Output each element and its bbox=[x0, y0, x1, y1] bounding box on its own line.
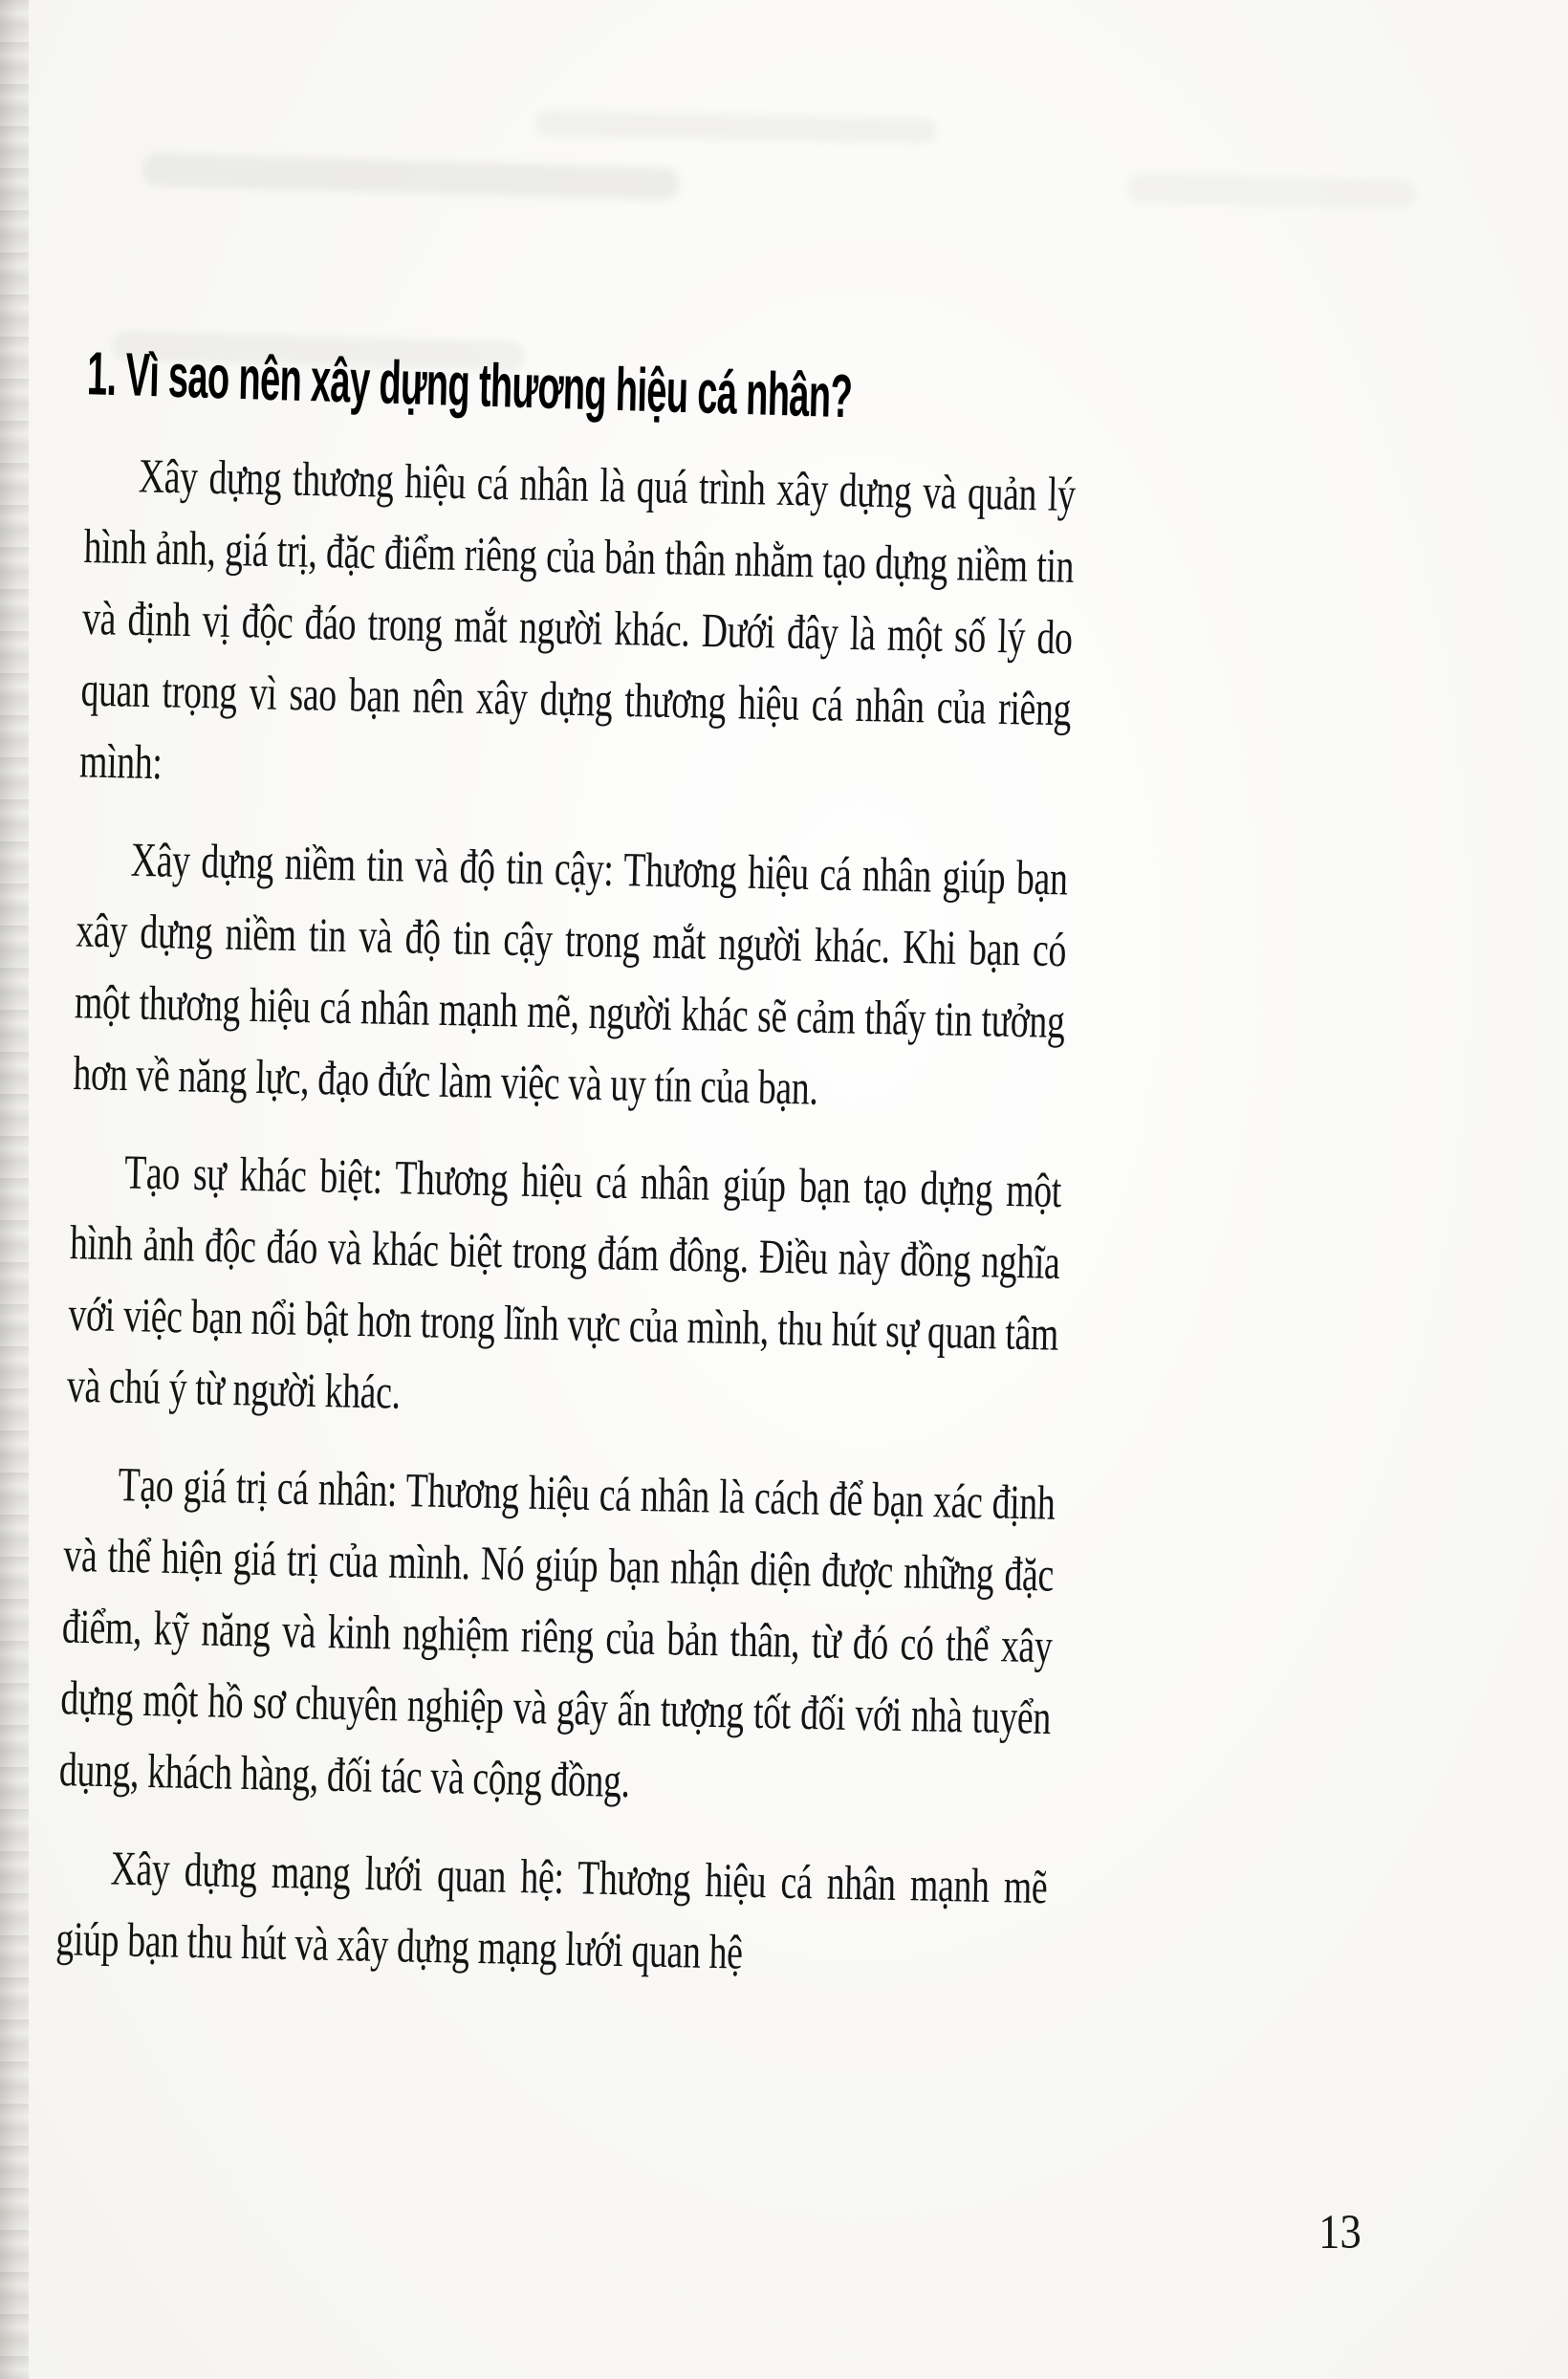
paragraph: Xây dựng niềm tin và độ tin cậy: Thương hiệu cá nhân giúp bạn xây dựng niềm tin và độ tin cậy trong mắt người khác. Khi bạn có một thương hiệu cá nhân mạnh mẽ, người khác sẽ cảm thấy tin tưởng hơn về năng lực, đạo đức làm việc và uy tín của bạn. bbox=[73, 832, 1069, 1115]
paragraph: Xây dựng thương hiệu cá nhân là quá trình xây dựng và quản lý hình ảnh, giá trị, đặc điểm riêng của bản thân nhằm tạo dựng niềm tin và định vị độc đáo trong mắt người khác. Dưới đây là một số lý do quan trọng vì sao bạn nên xây dựng thương hiệu cá nhân của riêng mình: bbox=[78, 448, 1077, 790]
bleed-through-smudge bbox=[1128, 173, 1416, 208]
paragraph: Tạo sự khác biệt: Thương hiệu cá nhân giúp bạn tạo dựng một hình ảnh độc đáo và khác biệt trong đám đông. Điều này đồng nghĩa với việc bạn nổi bật hơn trong lĩnh vực của mình, thu hút sự quan tâm và chú ý từ người khác. bbox=[66, 1145, 1062, 1419]
paragraph: Xây dựng mạng lưới quan hệ: Thương hiệu cá nhân mạnh mẽ giúp bạn thu hút và xây dựng mạng lưới quan hệ bbox=[54, 1841, 1048, 1979]
page-text-column bbox=[55, 340, 1078, 1995]
bleed-through-smudge bbox=[143, 153, 680, 201]
bleed-through-smudge bbox=[535, 111, 937, 144]
page-number: 13 bbox=[1318, 2205, 1361, 2260]
paragraph: Tạo giá trị cá nhân: Thương hiệu cá nhân là cách để bạn xác định và thể hiện giá trị của mình. Nó giúp bạn nhận diện được những đặc điểm, kỹ năng và kinh nghiệm riêng của bản thân, từ đó có thể xây dựng một hồ sơ chuyên nghiệp và gây ấn tượng tốt đối với nhà tuyển dụng, khách hàng, đối tác và cộng đồng. bbox=[58, 1456, 1056, 1808]
scan-left-edge bbox=[0, 0, 29, 2379]
section-heading: 1. Vì sao nên xây dựng thương hiệu cá nhân? bbox=[86, 338, 853, 431]
